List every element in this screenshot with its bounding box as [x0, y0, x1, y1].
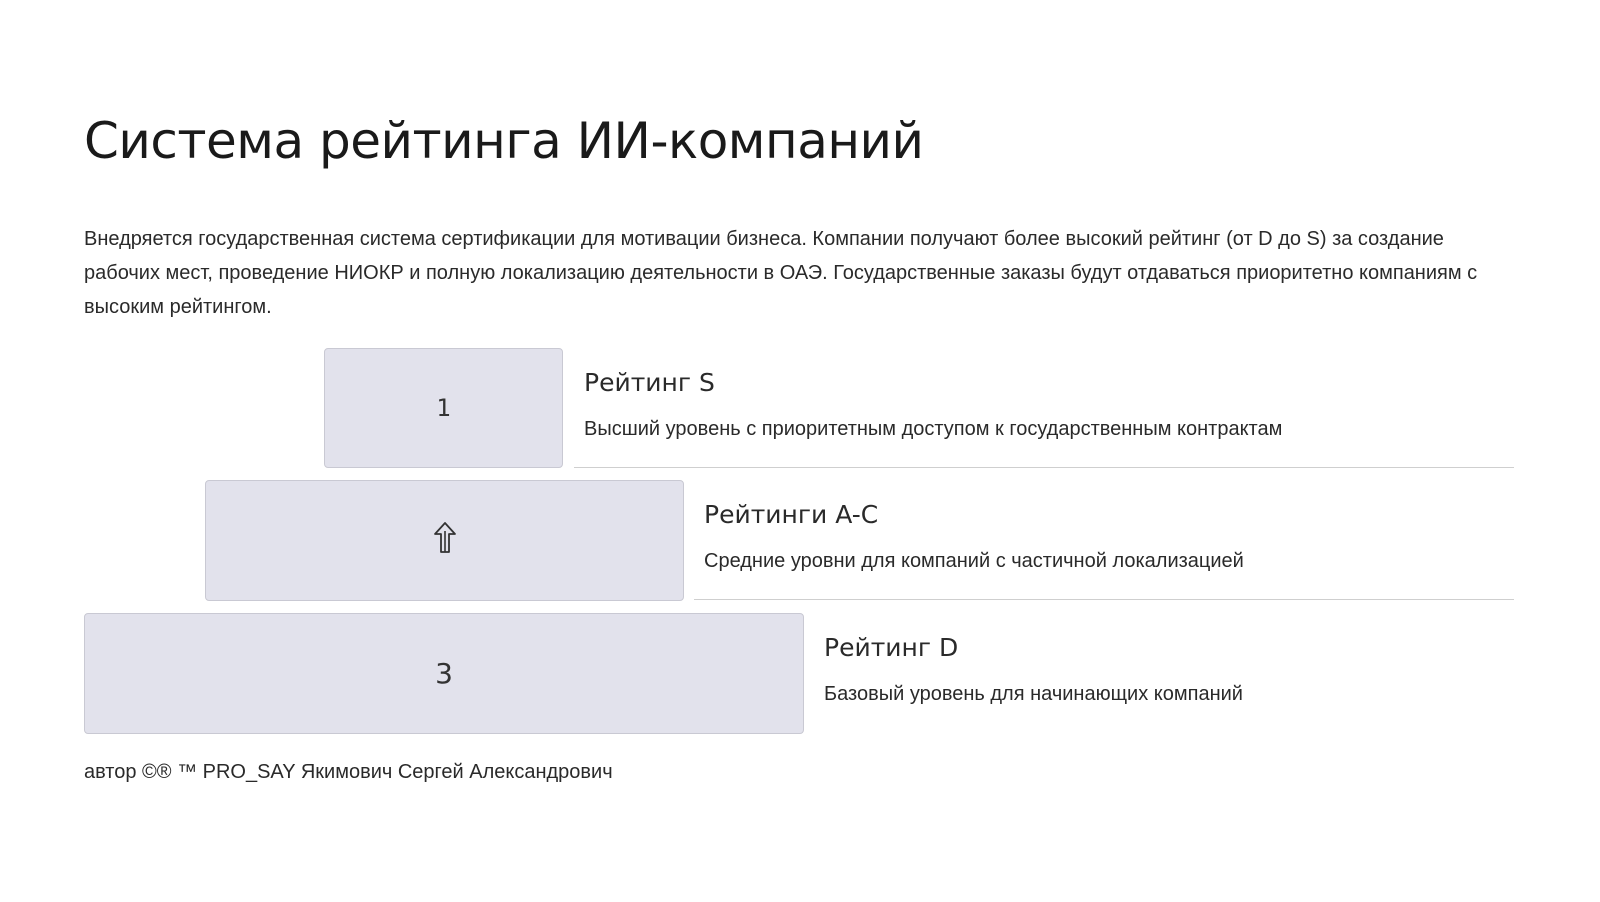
tier-d-marker: 3: [435, 657, 453, 690]
tier-s-marker: 1: [436, 394, 451, 422]
tier-d-info: [814, 613, 1514, 733]
tier-s-description: Высший уровень с приоритетным доступом к государственным контрактам: [584, 418, 1283, 440]
tier-d-box: [84, 613, 804, 734]
tier-s-name: Рейтинг S: [584, 368, 715, 397]
tier-ac-name: Рейтинги A-C: [704, 500, 879, 529]
author-footer: автор ©® ™ PRO_SAY Якимович Сергей Александрович: [84, 761, 613, 783]
tier-d-description: Базовый уровень для начинающих компаний: [824, 683, 1243, 705]
tier-ac-info: [694, 480, 1514, 600]
tier-d-name: Рейтинг D: [824, 633, 959, 662]
up-arrow-icon: [431, 521, 459, 560]
slide-title: Система рейтинга ИИ-компаний: [84, 112, 924, 170]
tier-ac-description: Средние уровни для компаний с частичной локализацией: [704, 550, 1244, 572]
tier-s-info: [574, 348, 1514, 468]
tier-s-box: [324, 348, 563, 468]
intro-paragraph: Внедряется государственная система сертификации для мотивации бизнеса. Компании получают более высокий рейтинг (от D до S) за создание рабочих мест, проведение НИОКР и полную локализацию деятельности в ОАЭ. Государственные заказы будут отдаваться приоритетно компаниям с высоким рейтингом.: [84, 228, 1478, 318]
tier-ac-box: [205, 480, 684, 601]
